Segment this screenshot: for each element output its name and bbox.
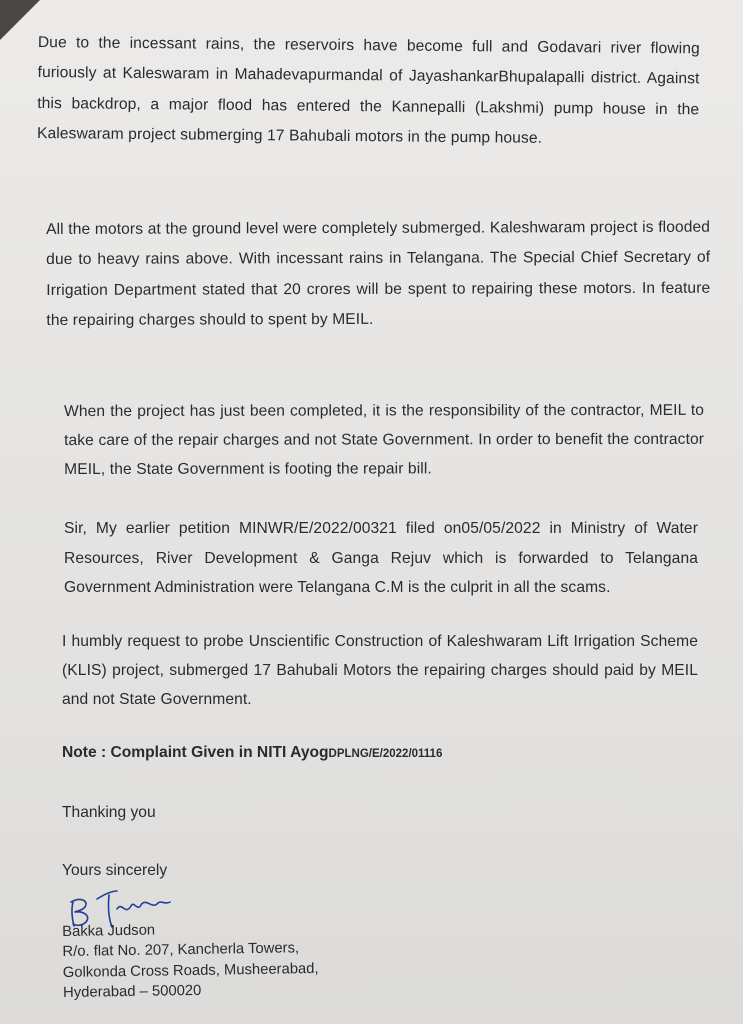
sender-address-line: R/o. flat No. 207, Kancherla Towers, — [62, 940, 300, 961]
paragraph-earlier-petition: Sir, My earlier petition MINWR/E/2022/00321 filed on05/05/2022 in Ministry of Water Resources, River Development & Ganga Rejuv which is forwarded to Telangana Government Administration were Telangana C.M is the culprit in all the scams. — [64, 520, 698, 597]
sender-address-line: Hyderabad – 500020 — [62, 983, 202, 1002]
complaint-note — [62, 744, 442, 762]
note-label: Note : Complaint Given in NITI Ayog — [62, 744, 329, 761]
page-corner-shadow — [0, 0, 40, 40]
closing-line: Yours sincerely — [62, 862, 168, 879]
note-reference: DPLNG/E/2022/01116 — [328, 748, 443, 760]
sender-name: Bakka Judson — [62, 922, 156, 940]
sender-address-line: Golkonda Cross Roads, Musheerabad, — [62, 960, 319, 981]
sender-details — [62, 918, 319, 1004]
paragraph-request: I humbly request to probe Unscientific Construction of Kaleshwaram Lift Irrigation Scheme (KLIS) project, submerged 17 Bahubali Motors the repairing charges should paid by MEIL and not State Government. — [62, 633, 698, 708]
thanking-line: Thanking you — [62, 804, 156, 821]
paragraph-contractor-responsibility: When the project has just been completed, it is the responsibility of the contractor, MEIL to take care of the repair charges and not State Government. In order to benefit the contractor MEIL, the State Government is footing the repair bill. — [64, 401, 705, 478]
paragraph-motors-submerged: All the motors at the ground level were completely submerged. Kaleshwaram project is flooded due to heavy rains above. With incessant rains in Telangana. The Special Chief Secretary of Irrigation Department stated that 20 crores will be spent to repairing these motors. In feature the repairing charges should to spent by MEIL. — [46, 218, 711, 330]
paragraph-flood-description: Due to the incessant rains, the reservoirs have become full and Godavari river flowing furiously at Kaleswaram in Mahadevapurmandal of JayashankarBhupalapalli district. Against this backdrop, a major flood has entered the Kannepalli (Lakshmi) pump house in the Kaleswaram project submerging 17 Bahubali motors in the pump house. — [36, 33, 700, 148]
